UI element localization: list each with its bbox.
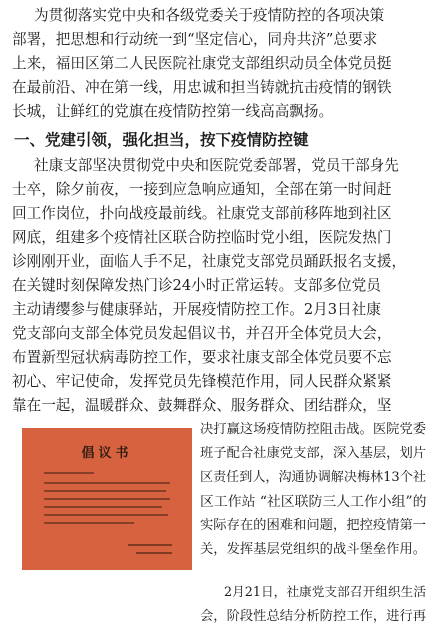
text-line: 2月21日，社康党支部召开组织生活 [224, 584, 427, 599]
section-heading: 一、党建引领，强化担当，按下疫情防控键 [14, 131, 309, 149]
text-line: 为贯彻落实党中央和各级党委关于疫情防控的各项决策 [34, 7, 385, 24]
text-line: 网底，组建多个疫情社区联合防控临时党小组，医院发热门 [12, 229, 392, 246]
text-line: 区工作站 “社区联防三人工作小组”的 [200, 494, 427, 510]
text-line: 士卒，除夕前夜，一接到应急响应通知，全部在第一时间赶 [12, 181, 392, 198]
text-line: 上来，福田区第二人民医院社康党支部组织动员全体党员挺 [12, 55, 392, 72]
text-line: 初心、牢记使命，发挥党员先锋模范作用，同人民群众紧紧 [12, 373, 392, 390]
text-line: 回工作岗位，扑向战疫最前线。社康党支部前移阵地到社区 [12, 205, 392, 222]
text-line: 在关键时刻保障发热门诊24小时正常运转。支部多位党员 [12, 277, 381, 294]
text-line: 实际存在的困难和问题，把控疫情第一 [200, 518, 427, 533]
text-line: 布置新型冠状病毒防控工作，要求社康支部全体党员要不忘 [12, 349, 392, 366]
text-line: 在最前沿、冲在第一线，用忠诚和担当铸就抗击疫情的钢铁 [12, 79, 392, 96]
text-line: 长城，让鲜红的党旗在疫情防控第一线高高飘扬。 [12, 103, 334, 120]
text-line: 部署，把思想和行动统一到“坚定信心，同舟共济”总要求 [12, 31, 378, 48]
text-line: 会，阶段性总结分析防控工作，进行再 [200, 609, 427, 624]
text-line: 靠在一起，温暖群众、鼓舞群众、服务群众、团结群众，坚 [12, 397, 392, 414]
proposal-title: 倡议书 [81, 446, 133, 461]
text-line: 社康支部坚决贯彻党中央和医院党委部署，党员干部身先 [34, 157, 399, 174]
text-line: 党支部向支部全体党员发起倡议书，并召开全体党员大会， [12, 325, 392, 342]
text-line: 关，发挥基层党组织的战斗堡垒作用。 [200, 542, 427, 557]
text-line: 区责任到人，沟通协调解决梅林13个社 [200, 470, 426, 485]
proposal-document-image [22, 428, 192, 570]
proposal-figure [10, 428, 198, 578]
text-line: 主动请缨参与健康驿站，开展疫情防控工作。2月3日社康 [12, 301, 381, 318]
text-line: 决打赢这场疫情防控阻击战。医院党委 [200, 422, 427, 437]
text-line: 班子配合社康党支部，深入基层，划片 [200, 446, 427, 461]
text-line: 诊刚刚开业，面临人手不足，社康党支部党员踊跃报名支援， [12, 253, 407, 270]
